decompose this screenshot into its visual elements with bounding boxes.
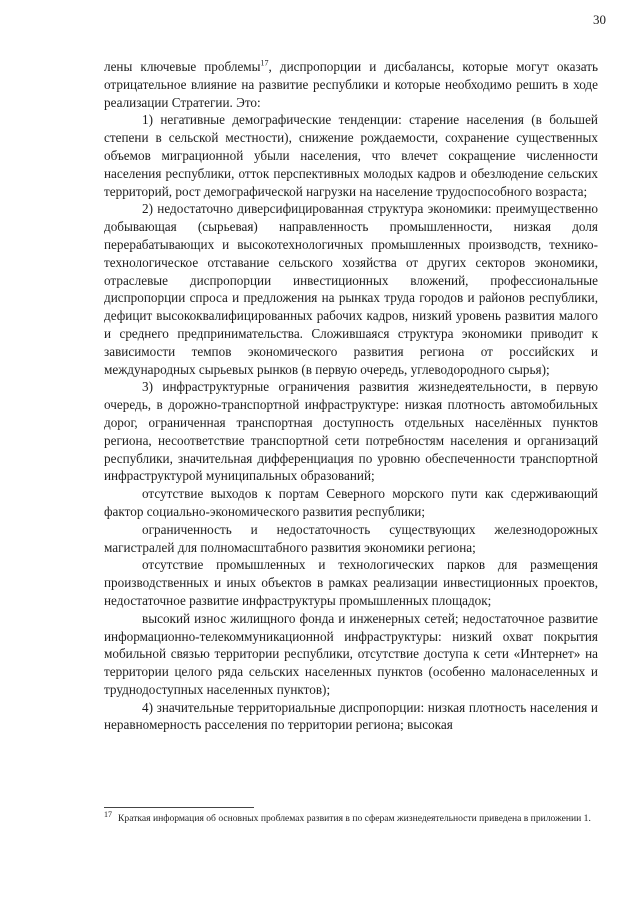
paragraph-text: лены ключевые проблемы (104, 59, 261, 74)
paragraph-housing-telecom: высокий износ жилищного фонда и инженерных сетей; недостаточное развитие информационно-телекоммуникационной инфраструктуры: низкий охват покрытия мобильной связью территории республики, отсутствие доступа к сети «Интернет» на территории целого ряда сельских населенных пунктов (особенно малонаселенных и труднодоступных населенных пунктов); (104, 610, 598, 697)
paragraph-economy-structure: 2) недостаточно диверсифицированная структура экономики: преимущественно добывающая (сырьевая) направленность промышленности, низкая доля перерабатывающих и высокотехнологичных промышленных производств, технико-технологическое отставание сельского хозяйства от других секторов экономики, отраслевые диспропорции инвестиционных вложений, профессиональные диспропорции спроса и предложения на рынках труда городов и районов республики, дефицит высококвалифицированных рабочих кадров, низкий уровень развития малого и среднего предпринимательства. Сложившаяся структура экономики приводит к зависимости темпов экономического развития региона от российских и международных сырьевых рынков (в первую очередь, углеводородного сырья); (104, 201, 598, 377)
footnote-divider (104, 807, 254, 808)
paragraph-text: , диспропорции и дисбалансы, которые могут оказать отрицательное влияние на развитие республики и которые необходимо решить в ходе реализации Стратегии. Это: (104, 59, 598, 110)
paragraph-infrastructure: 3) инфраструктурные ограничения развития жизнедеятельности, в первую очередь, в дорожно-транспортной инфраструктуре: низкая плотность автомобильных дорог, ограниченная транспортная доступность отдельных населённых пунктов региона, несоответствие транспортной сети потребностям населения и организаций республики, значительная дифференциация по уровню обеспеченности транспортной инфраструктурой муниципальных образований; (104, 379, 598, 484)
body-text (104, 58, 598, 734)
paragraph-demographic: 1) негативные демографические тенденции: старение населения (в большей степени в сельской местности), снижение рождаемости, сохранение существенных объемов миграционной убыли населения, что влечет сокращение численности населения республики, отток перспективных молодых кадров и обезлюдение сельских территорий, рост демографической нагрузки на население трудоспособного возраста; (104, 112, 598, 199)
paragraph-territorial: 4) значительные территориальные диспропорции: низкая плотность населения и неравномерность расселения по территории региона; высокая (104, 699, 598, 733)
page-number: 30 (593, 12, 606, 27)
paragraph-railways: ограниченность и недостаточность существующих железнодорожных магистралей для полномасштабного развития экономики региона; (104, 521, 598, 555)
paragraph-industrial-parks: отсутствие промышленных и технологических парков для размещения производственных и иных объектов в рамках реализации инвестиционных проектов, недостаточное развитие инфраструктуры промышленных площадок; (104, 557, 598, 608)
footnote-mark: 17 (104, 809, 112, 819)
footnote-ref[interactable]: 17 (260, 58, 269, 68)
footnote (104, 809, 598, 826)
footnote-text: Краткая информация об основных проблемах развития в по сферам жизнедеятельности приведена в приложении 1. (118, 813, 591, 824)
paragraph-northern-sea-route: отсутствие выходов к портам Северного морского пути как сдерживающий фактор социально-экономического развития республики; (104, 486, 598, 519)
paragraph-intro (104, 58, 598, 111)
